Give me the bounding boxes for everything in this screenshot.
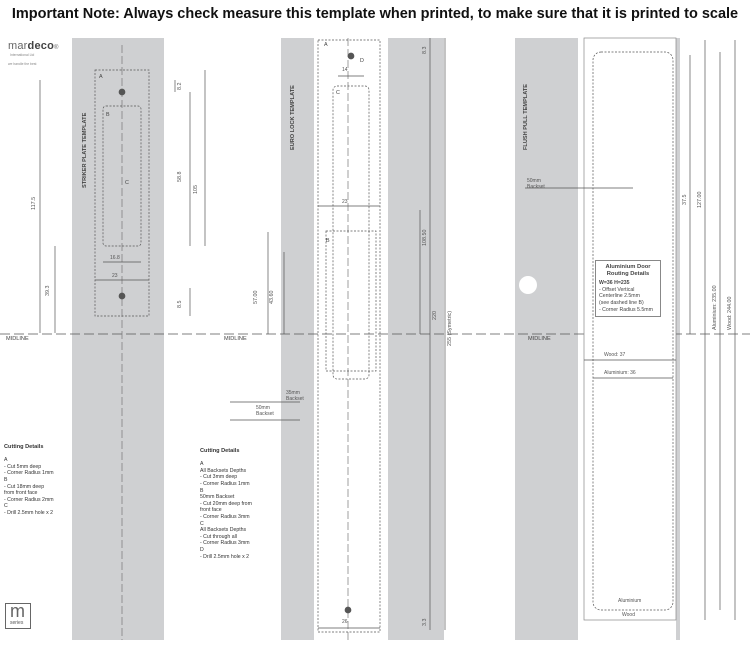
striker-cutting-details: Cutting Details A - Cut 5mm deep - Corner Radius 1mm B - Cut 18mm deep from front face - Corner Radius 2mm C - Drill 2.5mm hole x 2 <box>4 444 54 516</box>
eurolock-dim-255: 255 (Symetric) <box>447 310 453 346</box>
striker-letter-c: C <box>125 180 129 186</box>
eurolock-cutting-details: Cutting Details A All Backsets Depths - Cut 3mm deep - Corner Radius 1mm B 50mm Backset - Cut 20mm deep from front face - Corner Radius 3mm C All Backsets Depths - Cut through all - Corner Radius 3mm D - Drill 2.5mm hole x 2 <box>200 448 252 560</box>
flushpull-midline-label: MIDLINE <box>528 336 551 342</box>
flushpull-backset: 50mm Backset <box>527 178 545 190</box>
striker-midline-label: MIDLINE <box>6 336 29 342</box>
striker-dim-8-2: 8.2 <box>177 82 183 90</box>
eurolock-dim-8-3: 8.3 <box>422 46 428 54</box>
eurolock-width-26: 26 <box>342 619 348 625</box>
routing-details-box: Aluminium Door Routing Details W=36 H=235 - Offset Vertical Centerline 2.5mm (see dashed line B) - Corner Radius 5.5mm <box>595 260 661 317</box>
important-note: Important Note: Always check measure this template when printed, to make sure that it is printed to scale <box>11 6 739 22</box>
logo-subtitle: International Ltd <box>10 53 35 57</box>
flushpull-wood-width: Wood: 37 <box>604 352 626 358</box>
eurolock-backset-50: 50mm Backset <box>256 405 274 417</box>
eurolock-faceplate-outline <box>318 40 380 632</box>
striker-width-16-8: 16.8 <box>110 255 120 261</box>
hole-marker <box>519 276 537 294</box>
eurolock-width-23: 23 <box>342 199 348 205</box>
striker-width-23: 23 <box>112 273 118 279</box>
eurolock-dim-220: 220 <box>432 311 438 320</box>
eurolock-width-14: 14 <box>342 67 348 73</box>
flushpull-bottom-wood: Wood <box>622 612 635 618</box>
flushpull-title: FLUSH PULL TEMPLATE <box>523 84 529 150</box>
eurolock-dim-57-00: 57.00 <box>253 290 259 304</box>
flushpull-dim-wood: Wood: 244.00 <box>727 296 733 330</box>
eurolock-letter-a: A <box>324 42 328 48</box>
striker-dim-58-8: 58.8 <box>177 171 183 182</box>
eurolock-letter-b: B <box>326 238 330 244</box>
eurolock-letter-d: D <box>360 58 364 64</box>
m-series-logo: m series <box>5 603 31 629</box>
striker-dim-8-5: 8.5 <box>177 300 183 308</box>
striker-letter-b: B <box>106 112 110 118</box>
eurolock-body-outline <box>333 86 369 379</box>
eurolock-dim-108-50: 108.50 <box>422 229 428 246</box>
eurolock-midline-label: MIDLINE <box>224 336 247 342</box>
flushpull-dim-alu: Aluminium: 235.00 <box>712 285 718 330</box>
eurolock-title: EURO LOCK TEMPLATE <box>290 85 296 150</box>
striker-dim-117-5: 117.5 <box>31 196 37 210</box>
mardeco-logo: mardeco® <box>8 40 59 52</box>
eurolock-letter-c: C <box>336 90 340 96</box>
striker-title: STRIKER PLATE TEMPLATE <box>82 112 88 188</box>
striker-dim-39-3: 39.3 <box>45 285 51 296</box>
eurolock-dim-3-3: 3.3 <box>422 618 428 626</box>
eurolock-dim-43-60: 43.60 <box>269 290 275 304</box>
flushpull-alu-width: Aluminium: 36 <box>604 370 636 376</box>
flushpull-dim-127: 127.00 <box>697 191 703 208</box>
eurolock-backset-35: 35mm Backset <box>286 390 304 402</box>
striker-dim-105: 105 <box>193 185 199 194</box>
flushpull-bottom-aluminium: Aluminium <box>618 598 642 604</box>
flushpull-dim-37-5: 37.5 <box>682 194 688 205</box>
logo-tagline: we handle the best <box>8 62 37 66</box>
striker-letter-a: A <box>99 74 103 80</box>
